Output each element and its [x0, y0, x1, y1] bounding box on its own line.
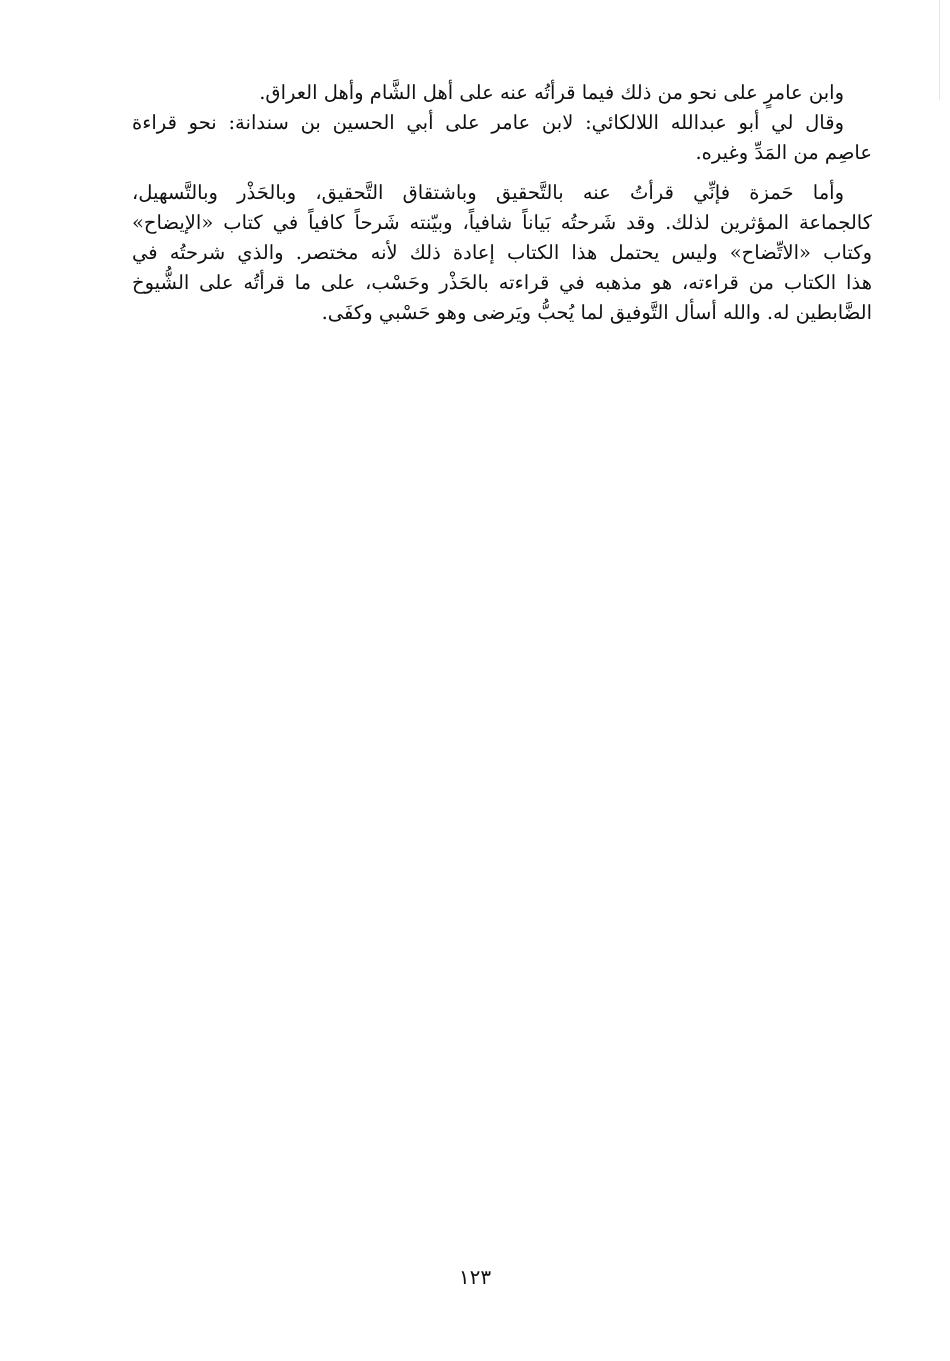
page-edge-mark — [939, 0, 940, 100]
main-text — [132, 78, 872, 328]
text-line: وقال لي أبو عبدالله اللالكائي: لابن عامر على أبي الحسين بن سندانة: نحو قراءة — [132, 111, 844, 134]
text-line: عاصِم من المَدِّ وغيره. — [695, 141, 872, 164]
text-line: الضَّابطين له. والله أسأل التَّوفيق لما يُحبُّ ويَرضى وهو حَسْبي وكفَى. — [321, 301, 872, 324]
text-line: وأما حَمزة فإنِّي قرأتُ عنه بالتَّحقيق وباشتقاق التَّحقيق، وبالحَذْر وبالتَّسهيل، — [132, 181, 844, 204]
text-line: وكتاب «الاتِّضاح» وليس يحتمل هذا الكتاب إعادة ذلك لأنه مختصر. والذي شرحتُه في — [132, 241, 872, 264]
text-line: كالجماعة المؤثرين لذلك. وقد شَرحتُه بَياناً شافياً، وبيّنته شَرحاً كافياً في كتاب «الإيضاح» — [132, 211, 872, 234]
text-line: هذا الكتاب من قراءته، هو مذهبه في قراءته بالحَذْر وحَسْب، على ما قرأتُه على الشُّيوخ — [132, 271, 872, 294]
text-line: وابن عامرٍ على نحو من ذلك فيما قرأتُه عنه على أهل الشَّام وأهل العراق. — [259, 81, 844, 104]
page-number: ١٢٣ — [458, 1265, 492, 1289]
paragraph-gap — [132, 168, 872, 178]
